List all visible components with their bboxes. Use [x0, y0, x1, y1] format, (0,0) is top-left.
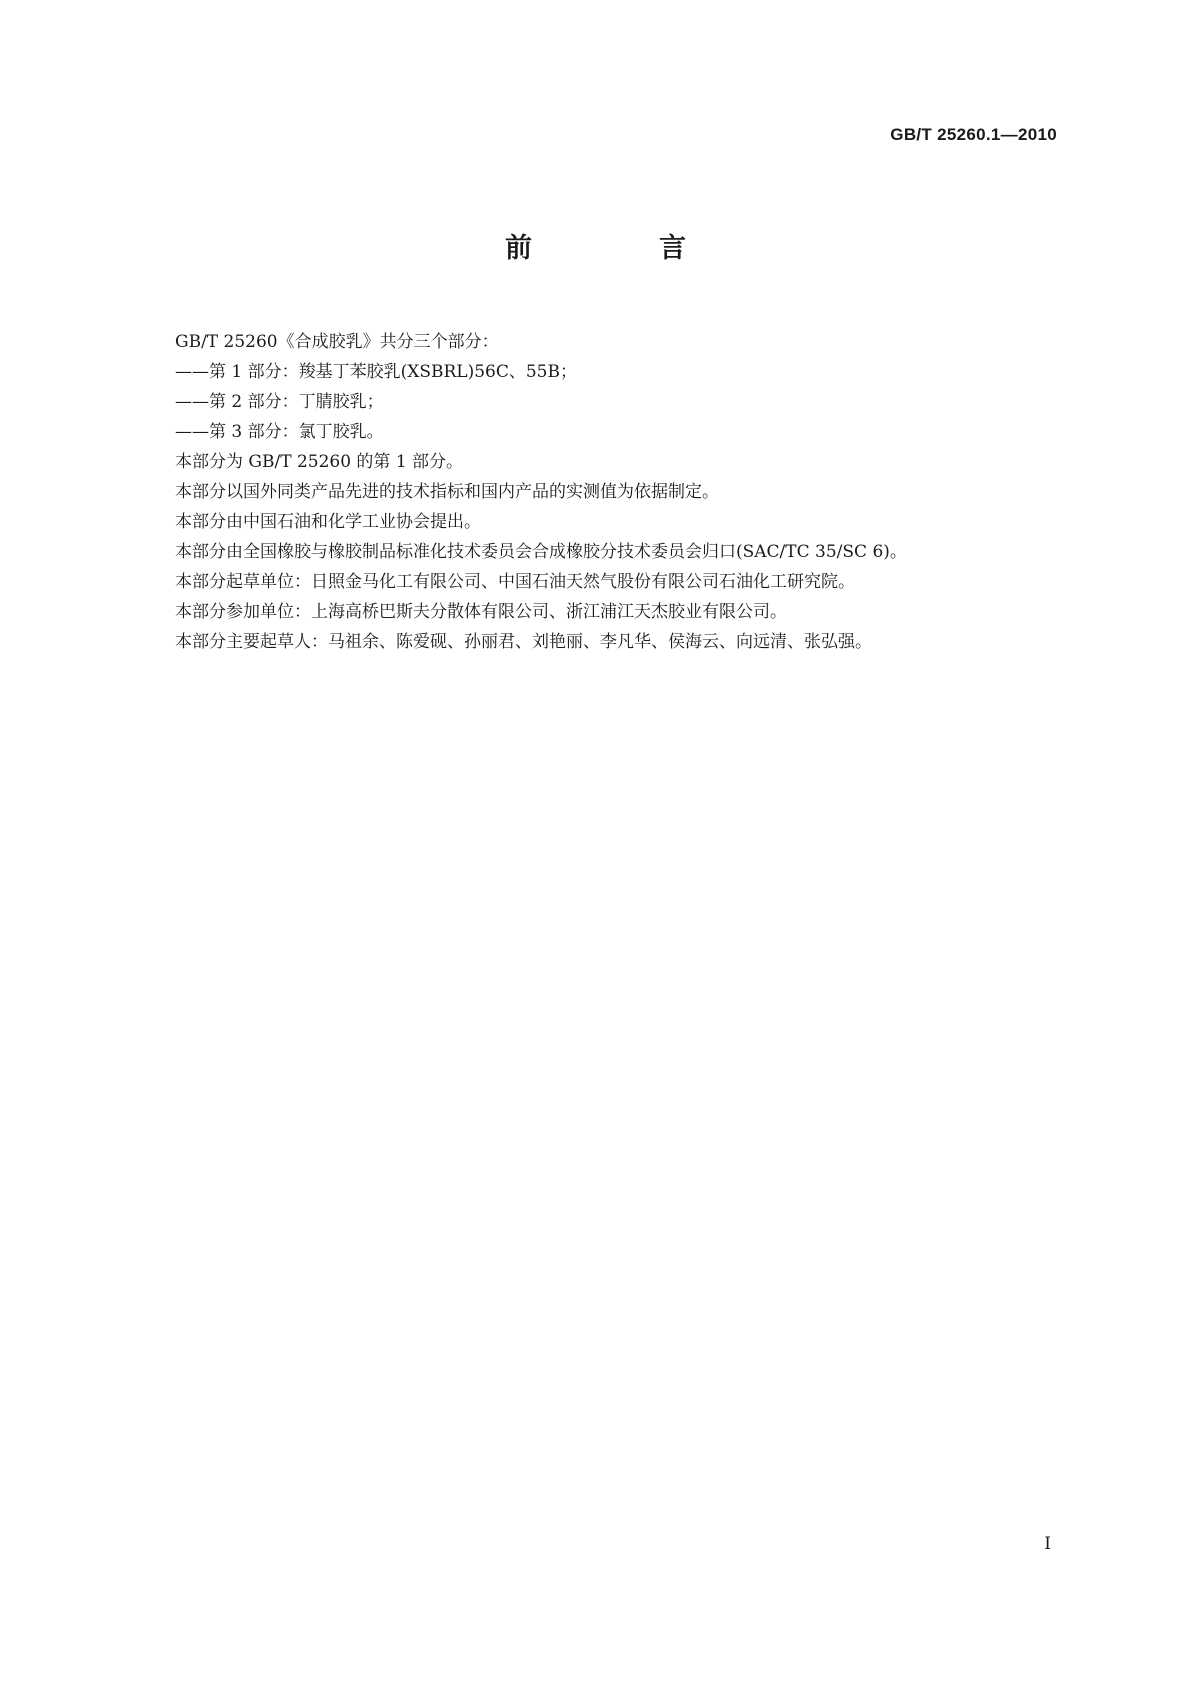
- body-line: 本部分参加单位：上海高桥巴斯夫分散体有限公司、浙江浦江天杰胶业有限公司。: [175, 602, 787, 622]
- body-line: 本部分由中国石油和化学工业协会提出。: [175, 512, 481, 532]
- body-line: 本部分为 GB/T 25260 的第 1 部分。: [175, 452, 464, 472]
- body-line: 本部分起草单位：日照金马化工有限公司、中国石油天然气股份有限公司石油化工研究院。: [175, 572, 855, 592]
- page-number: I: [1044, 1534, 1051, 1554]
- body-line: ——第 1 部分：羧基丁苯胶乳(XSBRL)56C、55B；: [175, 362, 577, 382]
- body-line: 本部分主要起草人：马祖余、陈爱砚、孙丽君、刘艳丽、李凡华、侯海云、向远清、张弘强。: [175, 632, 872, 652]
- body-line: 本部分由全国橡胶与橡胶制品标准化技术委员会合成橡胶分技术委员会归口(SAC/TC 35/SC 6)。: [175, 542, 907, 562]
- document-code: GB/T 25260.1—2010: [890, 125, 1057, 144]
- foreword-body: [175, 327, 1055, 657]
- body-line: ——第 2 部分：丁腈胶乳；: [175, 392, 384, 412]
- body-line: GB/T 25260《合成胶乳》共分三个部分：: [175, 332, 499, 352]
- page-title: 前 言: [505, 233, 736, 264]
- body-line: 本部分以国外同类产品先进的技术指标和国内产品的实测值为依据制定。: [175, 482, 719, 502]
- body-line: ——第 3 部分：氯丁胶乳。: [175, 422, 384, 442]
